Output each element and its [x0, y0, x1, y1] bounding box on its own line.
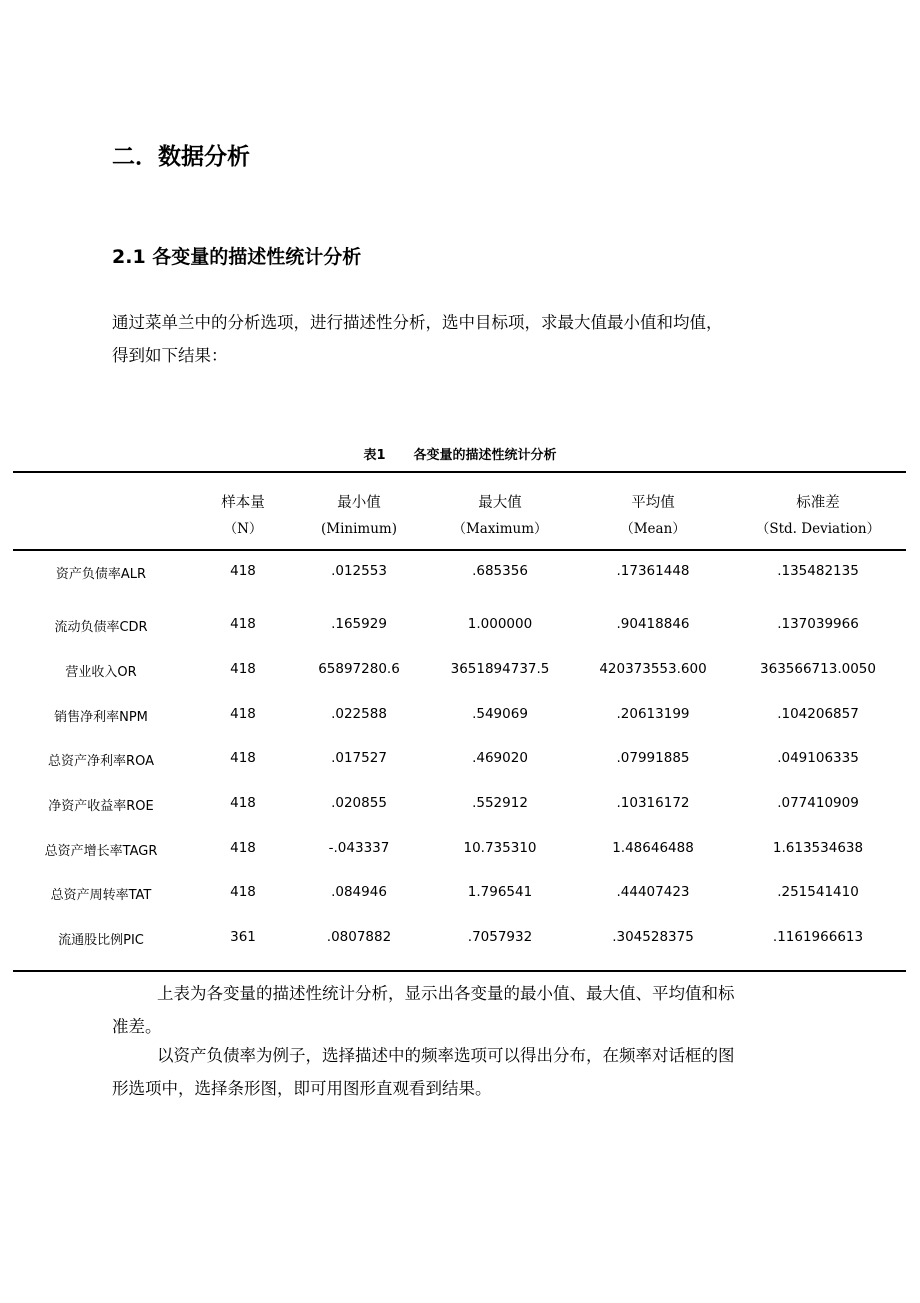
example-paragraph	[112, 1039, 812, 1105]
summary-line-2: 准差。	[112, 1017, 162, 1036]
row-label: 资产负债率ALR	[55, 567, 147, 582]
row-n: 418	[230, 840, 256, 856]
row-n: 418	[230, 706, 256, 722]
table-row	[0, 840, 920, 860]
header-min	[321, 490, 397, 542]
row-max: 3651894737.5	[450, 661, 550, 677]
row-std: .049106335	[777, 750, 859, 766]
table-caption-title: 各变量的描述性统计分析	[413, 448, 557, 463]
subsection-title: 2.1 各变量的描述性统计分析	[112, 246, 362, 268]
row-std: .135482135	[777, 563, 859, 579]
row-min: .022588	[331, 706, 387, 722]
row-std: .104206857	[777, 706, 859, 722]
row-std: .1161966613	[772, 929, 864, 945]
row-mean: .07991885	[616, 750, 690, 766]
row-label: 流通股比例PIC	[58, 933, 144, 948]
row-max: .7057932	[467, 929, 533, 945]
row-label: 营业收入OR	[65, 665, 137, 680]
row-n: 361	[230, 929, 256, 945]
row-mean: 420373553.600	[599, 661, 707, 677]
row-max: .552912	[472, 795, 528, 811]
header-max-en: （Maximum）	[452, 521, 548, 537]
section-title: 二．数据分析	[112, 144, 250, 170]
table-row	[0, 929, 920, 949]
table-row	[0, 795, 920, 815]
example-line-2: 形选项中，选择条形图，即可用图形直观看到结果。	[112, 1079, 492, 1098]
row-n: 418	[230, 661, 256, 677]
row-min: 65897280.6	[318, 661, 400, 677]
row-n: 418	[230, 563, 256, 579]
header-n	[221, 490, 265, 542]
summary-line-1: 上表为各变量的描述性统计分析，显示出各变量的最小值、最大值、平均值和标	[157, 984, 735, 1003]
row-label: 净资产收益率ROE	[48, 799, 154, 814]
table-top-rule	[13, 471, 906, 473]
row-n: 418	[230, 795, 256, 811]
row-std: .251541410	[777, 884, 859, 900]
row-mean: .20613199	[616, 706, 690, 722]
header-mean-en: （Mean）	[620, 521, 686, 537]
table-row	[0, 706, 920, 726]
table-header-rule	[13, 549, 906, 551]
summary-paragraph	[112, 977, 812, 1043]
row-label: 总资产净利率ROA	[48, 754, 154, 769]
row-min: .0807882	[326, 929, 392, 945]
header-n-zh: 样本量	[221, 495, 265, 511]
table-row	[0, 884, 920, 904]
row-mean: .90418846	[616, 616, 690, 632]
row-mean: .10316172	[616, 795, 690, 811]
table-row	[0, 563, 920, 583]
example-line-1: 以资产负债率为例子，选择描述中的频率选项可以得出分布，在频率对话框的图	[157, 1046, 735, 1065]
intro-line-2: 得到如下结果：	[112, 346, 228, 365]
header-mean-zh: 平均值	[631, 495, 675, 511]
row-max: .469020	[472, 750, 528, 766]
header-std	[756, 490, 880, 542]
row-label: 总资产增长率TAGR	[44, 844, 158, 859]
row-max: 1.000000	[467, 616, 533, 632]
header-std-en: （Std. Deviation）	[755, 521, 881, 537]
row-max: .685356	[472, 563, 528, 579]
row-min: .165929	[331, 616, 387, 632]
row-label: 总资产周转率TAT	[50, 888, 152, 903]
table-caption	[0, 444, 920, 463]
intro-paragraph	[112, 306, 812, 372]
header-max	[452, 490, 547, 542]
row-max: 1.796541	[467, 884, 533, 900]
row-max: .549069	[472, 706, 528, 722]
row-n: 418	[230, 616, 256, 632]
row-max: 10.735310	[463, 840, 537, 856]
row-label: 流动负债率CDR	[54, 620, 148, 635]
row-min: .012553	[331, 563, 387, 579]
row-mean: 1.48646488	[612, 840, 694, 856]
row-n: 418	[230, 884, 256, 900]
header-n-en: （N）	[223, 521, 263, 537]
row-std: .077410909	[777, 795, 859, 811]
row-min: -.043337	[328, 840, 390, 856]
row-mean: .44407423	[616, 884, 690, 900]
header-min-en: (Minimum)	[321, 521, 397, 537]
header-mean	[620, 490, 686, 542]
table-caption-number: 表1	[363, 448, 386, 463]
table-bottom-rule	[13, 970, 906, 972]
row-min: .017527	[331, 750, 387, 766]
row-std: 363566713.0050	[760, 661, 876, 677]
row-mean: .304528375	[612, 929, 694, 945]
row-min: .020855	[331, 795, 387, 811]
row-label: 销售净利率NPM	[54, 710, 148, 725]
row-min: .084946	[331, 884, 387, 900]
row-n: 418	[230, 750, 256, 766]
table-row	[0, 750, 920, 770]
row-std: .137039966	[777, 616, 859, 632]
intro-line-1: 通过菜单兰中的分析选项，进行描述性分析，选中目标项，求最大值最小值和均值，	[112, 313, 723, 332]
table-row	[0, 616, 920, 636]
header-min-zh: 最小值	[337, 495, 381, 511]
header-max-zh: 最大值	[478, 495, 522, 511]
row-std: 1.613534638	[772, 840, 864, 856]
row-mean: .17361448	[616, 563, 690, 579]
table-row	[0, 661, 920, 681]
header-std-zh: 标准差	[796, 495, 840, 511]
